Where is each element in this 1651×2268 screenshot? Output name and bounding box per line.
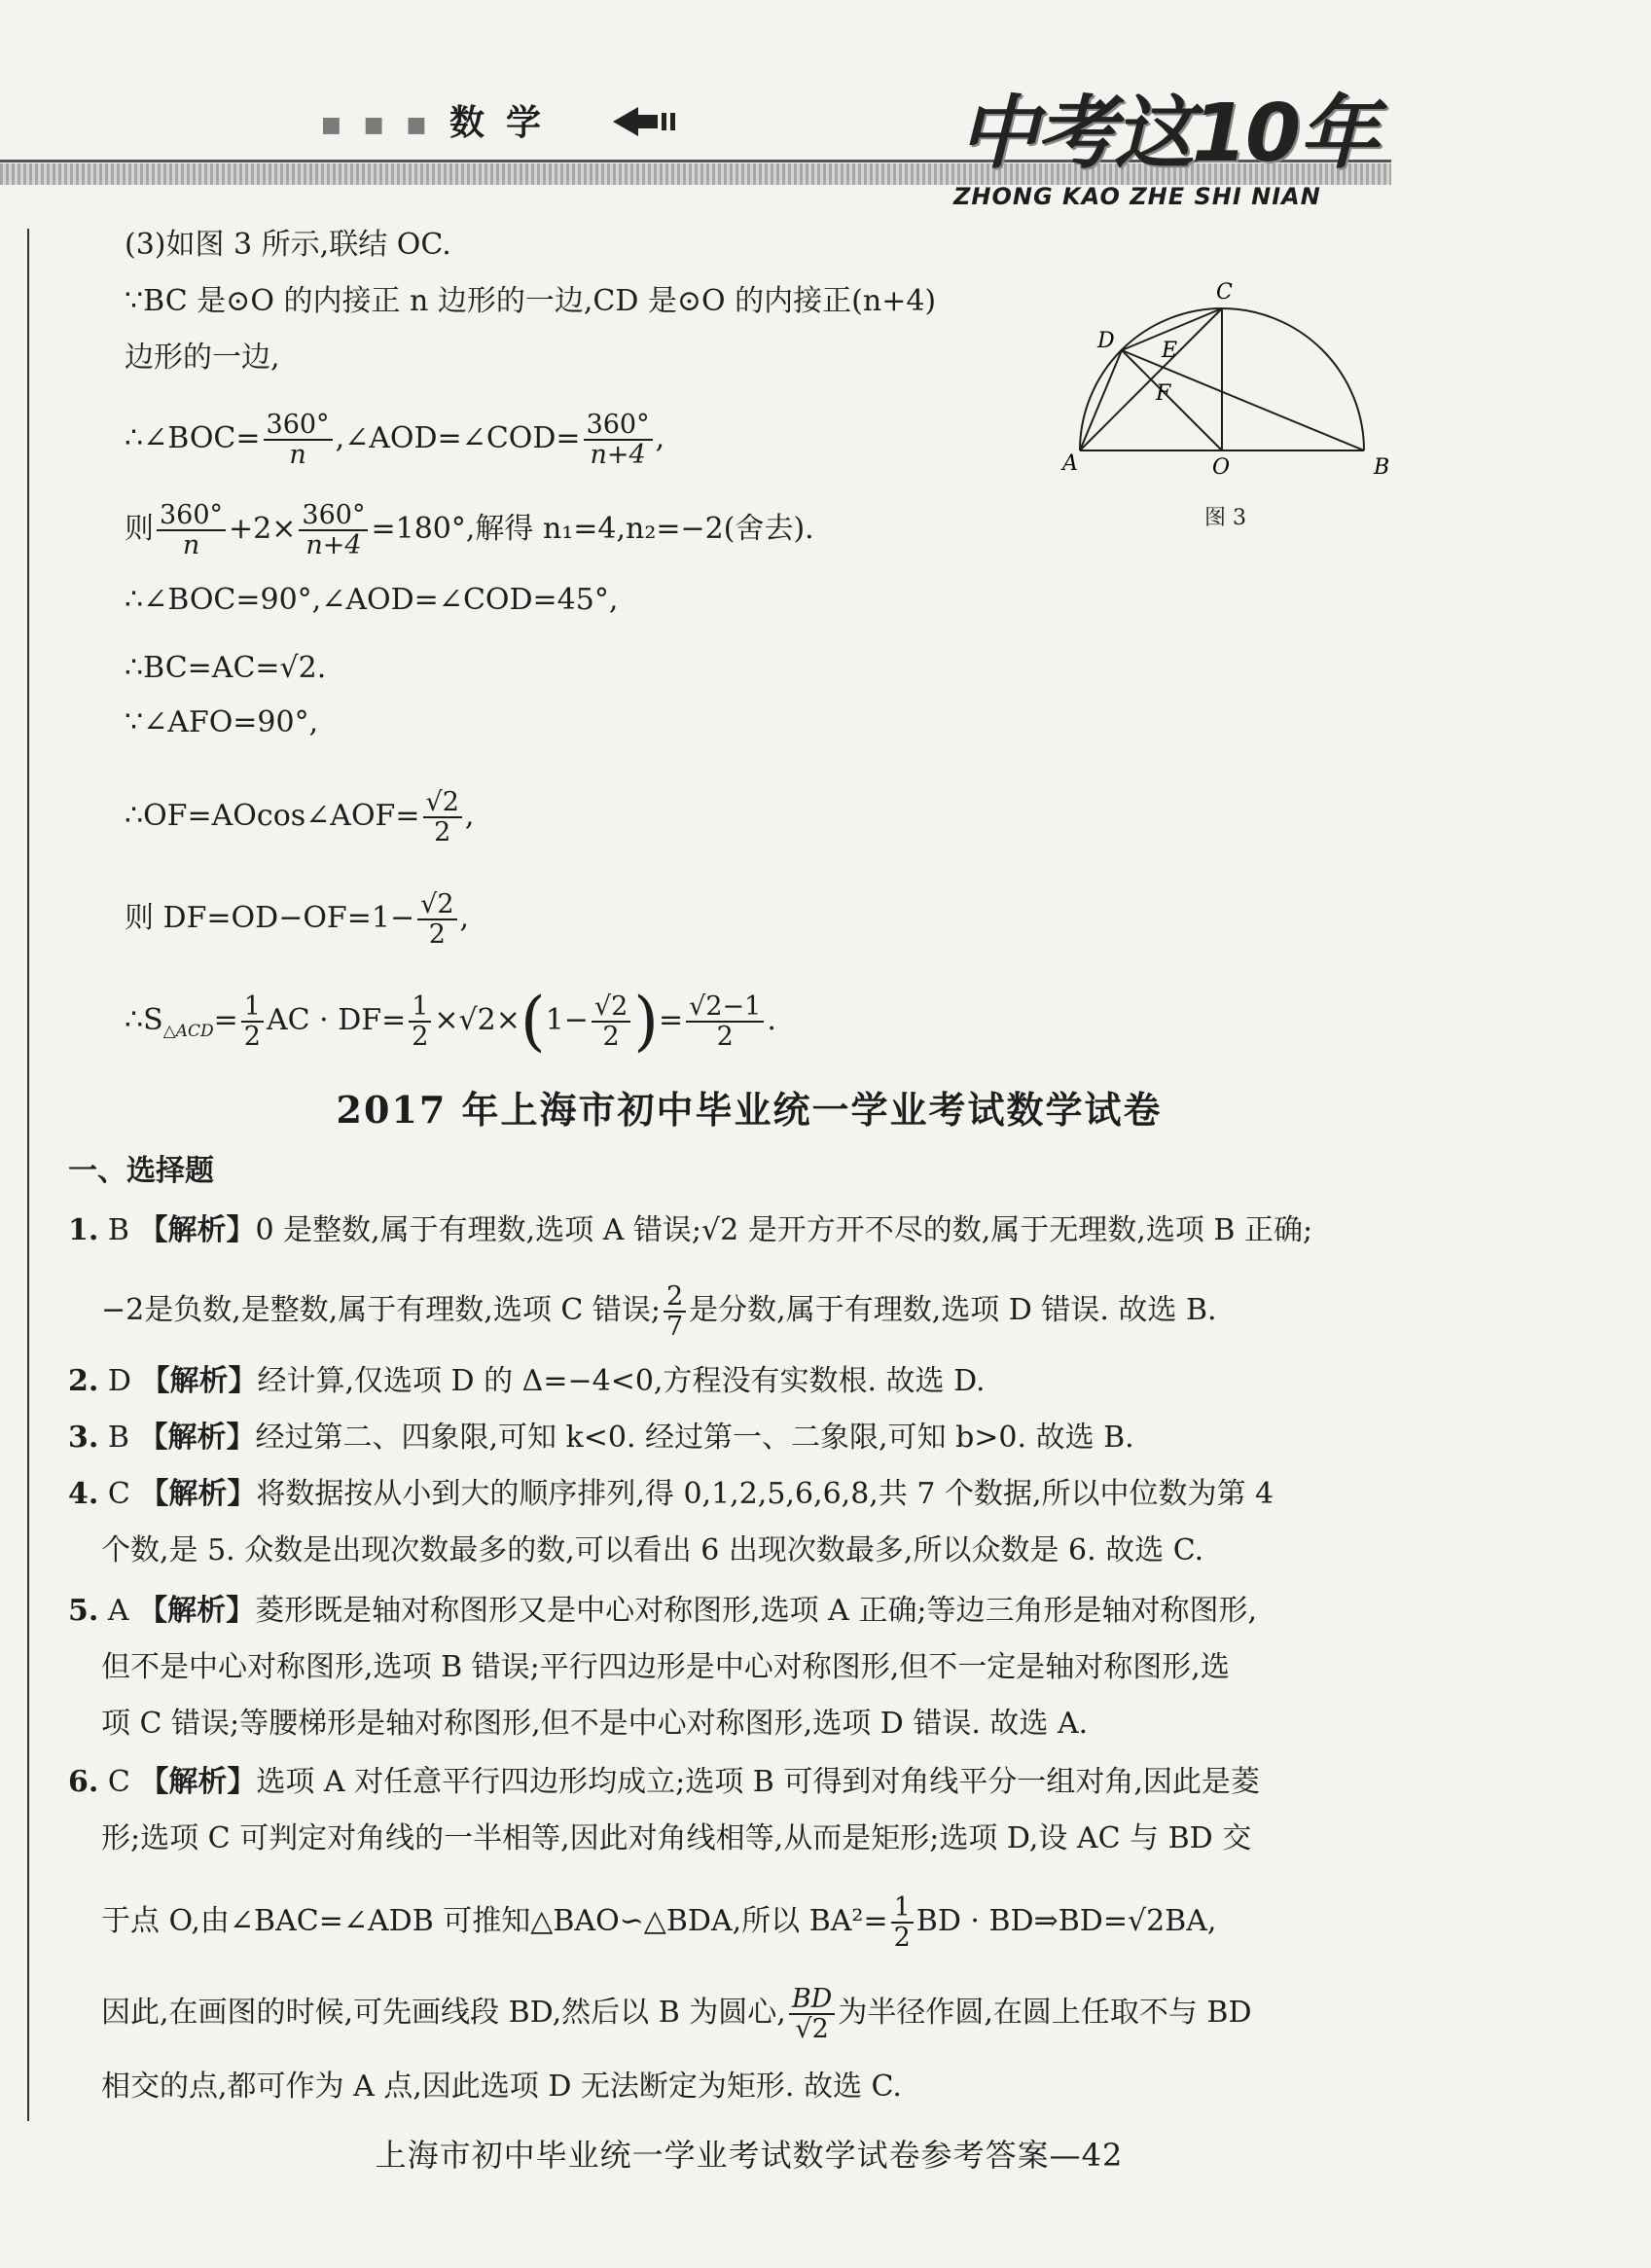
fraction [664,1282,686,1341]
frac-num: 360° [299,501,368,531]
text-seg: 因此,在画图的时候,可先画线段 BD,然后以 B 为圆心, [101,1996,786,2030]
answer-4-line-1 [68,1475,1274,1514]
text-seg: × [434,1003,459,1037]
fraction [264,411,333,469]
frac-num: √2 [417,890,456,920]
sol-line-9 [125,890,469,949]
text-seg: ∴S [125,1003,163,1037]
fraction [592,992,630,1051]
text-seg: × [495,1003,520,1037]
sol-line-5: ∴∠BOC=90°,∠AOD=∠COD=45°, [125,583,619,617]
frac-num: 360° [157,501,226,531]
text-seg: , [459,901,470,935]
fraction [241,992,264,1051]
label-c: C [1216,280,1233,305]
answer-text: 经计算,仅选项 D 的 Δ=−4<0,方程没有实数根. 故选 D. [257,1364,986,1398]
frac-num: 2 [664,1282,686,1313]
text-seg: = [659,1003,684,1037]
label-b: B [1374,455,1390,480]
subject-title: 数学 [449,102,563,143]
text-seg: ∴∠BOC= [125,421,261,455]
sol-line-8 [125,788,474,846]
fraction [584,411,653,469]
label-d: D [1097,329,1115,353]
brand-logo: 中考这10年 [958,88,1378,180]
answer-1-line-2 [101,1282,1217,1341]
fraction [789,1985,836,2043]
label-o: O [1212,455,1231,480]
fraction [409,992,431,1051]
figure-caption: 图 3 [1204,506,1246,530]
answer-5-line-3: 项 C 错误;等腰梯形是轴对称图形,但不是中心对称图形,选项 D 错误. 故选 A. [101,1707,1089,1741]
answer-6-line-1 [68,1763,1260,1802]
header-dots: ■ ■ ■ [321,113,435,137]
text-seg: , [655,421,665,455]
label-f: F [1156,381,1171,406]
answer-5-line-2: 但不是中心对称图形,选项 B 错误;平行四边形是中心对称图形,但不一定是轴对称图形,选 [101,1650,1230,1684]
subscript: △ACD [162,1022,214,1041]
label-e: E [1162,339,1178,363]
answer-letter: B [107,1421,129,1455]
frac-num: BD [789,1985,836,2015]
answer-letter: C [107,1765,130,1799]
frac-den: n [182,530,200,560]
exam-title: 2017 年上海市初中毕业统一学业考试数学试卷 [336,1088,1163,1132]
frac-num: √2 [423,788,462,818]
text-seg: , [464,799,475,833]
analysis-tag: 【解析】 [138,1594,256,1628]
frac-den: √2 [795,2014,829,2044]
analysis-tag: 【解析】 [140,1364,258,1398]
question-number: 4. [68,1477,99,1511]
answer-3 [68,1419,1134,1458]
question-number: 1. [68,1213,99,1247]
fraction [157,501,226,559]
text-seg: 则 [125,512,154,546]
answer-4-line-2: 个数,是 5. 众数是出现次数最多的数,可以看出 6 出现次数最多,所以众数是 6. 故选 C. [101,1533,1204,1567]
analysis-tag: 【解析】 [139,1765,257,1799]
frac-den: 2 [428,919,446,950]
frac-num: √2−1 [686,992,764,1023]
fraction [686,992,764,1051]
text-seg: = [213,1003,238,1037]
sol-line-4 [125,501,814,559]
frac-den: 7 [665,1312,684,1342]
frac-den: 2 [243,1022,261,1052]
frac-den: 2 [412,1022,429,1052]
analysis-tag: 【解析】 [138,1213,256,1247]
text-seg: ∴OF=AOcos∠AOF= [125,799,420,833]
sol-line-10 [125,984,776,1059]
left-margin-rule [27,229,29,2121]
answer-text: 经过第二、四象限,可知 k<0. 经过第一、二象限,可知 b>0. 故选 B. [255,1421,1134,1455]
question-number: 3. [68,1421,99,1455]
text-seg: −2是负数,是整数,属于有理数,选项 C 错误; [101,1293,661,1327]
frac-den: n+4 [590,440,646,470]
answer-6-line-5: 相交的点,都可作为 A 点,因此选项 D 无法断定为矩形. 故选 C. [101,2070,902,2104]
fraction [417,890,456,949]
frac-den: 2 [602,1022,620,1052]
answer-text: 将数据按从小到大的顺序排列,得 0,1,2,5,6,6,8,共 7 个数据,所以中位数为第 4 [256,1477,1274,1511]
answer-6-line-3 [101,1893,1216,1952]
answer-5-line-1 [68,1592,1257,1631]
right-paren: ) [633,984,659,1059]
text-seg: 于点 O,由∠BAC=∠ADB 可推知△BAO∽△BDA,所以 BA²= [101,1904,888,1938]
answer-text: 菱形既是轴对称图形又是中心对称图形,选项 A 正确;等边三角形是轴对称图形, [255,1594,1258,1628]
answer-2 [68,1362,986,1401]
text-seg: √2 [458,1003,496,1037]
sol-line-2b: 边形的一边, [125,341,280,375]
question-number: 6. [68,1765,99,1799]
figure-3-diagram [1060,277,1411,491]
sol-line-3 [125,411,664,469]
answer-6-line-2: 形;选项 C 可判定对角线的一半相等,因此对角线相等,从而是矩形;选项 D,设 AC 与 BD 交 [101,1821,1252,1855]
question-number: 2. [68,1364,99,1398]
text-seg: 则 DF=OD−OF=1− [125,901,415,935]
frac-den: n+4 [305,530,362,560]
frac-num: 360° [584,411,653,441]
analysis-tag: 【解析】 [138,1421,256,1455]
text-seg: 是分数,属于有理数,选项 D 错误. 故选 B. [689,1293,1217,1327]
text-seg: . [767,1003,776,1037]
page-footer: 上海市初中毕业统一学业考试数学试卷参考答案—42 [375,2137,1124,2174]
answer-text: 0 是整数,属于有理数,选项 A 错误;√2 是开方开不尽的数,属于无理数,选项 B 正确; [255,1213,1313,1247]
section-heading: 一、选择题 [68,1154,214,1188]
frac-den: 2 [893,1923,911,1953]
text-seg: ,∠AOD=∠COD= [335,421,581,455]
frac-num: 1 [241,992,264,1023]
fraction [891,1893,914,1952]
frac-num: 1 [891,1893,914,1924]
answer-1-line-1 [68,1211,1312,1250]
sol-line-1: (3)如图 3 所示,联结 OC. [125,228,451,262]
frac-num: √2 [592,992,630,1023]
answer-6-line-4 [101,1985,1252,2043]
answer-text: 选项 A 对任意平行四边形均成立;选项 B 可得到对角线平分一组对角,因此是菱 [256,1765,1260,1799]
sol-line-2a: ∵BC 是⊙O 的内接正 n 边形的一边,CD 是⊙O 的内接正(n+4) [125,284,937,318]
fraction [299,501,368,559]
sol-line-6: ∴BC=AC=√2. [125,651,327,685]
question-number: 5. [68,1594,99,1628]
label-a: A [1062,451,1078,476]
brand-subtitle: ZHONG KAO ZHE SHI NIAN [953,183,1321,210]
frac-num: 360° [264,411,333,441]
frac-den: 2 [434,817,451,847]
frac-num: 1 [409,992,431,1023]
frac-den: 2 [716,1022,734,1052]
left-arrow-icon [613,105,681,142]
answer-letter: C [107,1477,130,1511]
answer-letter: A [107,1594,129,1628]
text-seg: +2× [229,512,297,546]
answer-letter: B [107,1213,129,1247]
text-seg: AC · DF= [266,1003,407,1037]
fraction [423,788,462,846]
text-seg: 为半径作圆,在圆上任取不与 BD [838,1996,1252,2030]
sol-line-7: ∵∠AFO=90°, [125,705,319,739]
text-seg: 1− [545,1003,589,1037]
answer-letter: D [107,1364,131,1398]
text-seg: =180°,解得 n₁=4,n₂=−2(舍去). [371,512,814,546]
frac-den: n [289,440,306,470]
text-seg: BD · BD⇒BD=√2BA, [915,1904,1217,1938]
analysis-tag: 【解析】 [139,1477,257,1511]
left-paren: ( [520,984,546,1059]
